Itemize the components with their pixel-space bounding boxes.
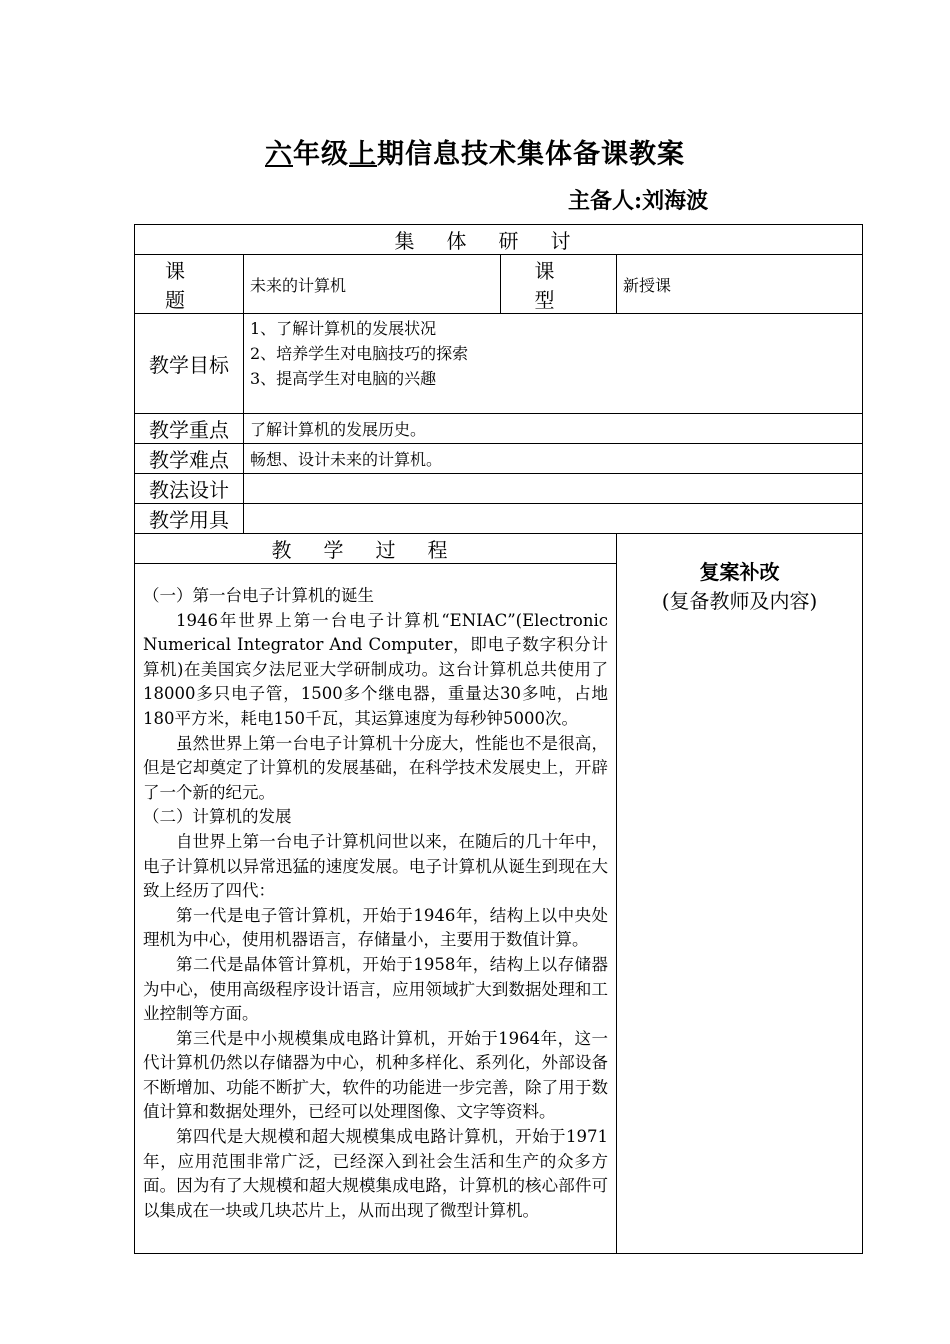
topic-label: 课 题 bbox=[135, 255, 244, 314]
goal-item: 2、培养学生对电脑技巧的探索 bbox=[250, 344, 469, 363]
key-point-value: 了解计算机的发展历史。 bbox=[244, 414, 863, 444]
process-heading-2: （二）计算机的发展 bbox=[143, 807, 292, 827]
process-content bbox=[135, 564, 617, 1254]
method-label: 教法设计 bbox=[135, 474, 244, 504]
title-grade: 六 bbox=[265, 139, 293, 170]
process-paragraph: 自世界上第一台电子计算机问世以来，在随后的几十年中，电子计算机以异常迅猛的速度发展。电子计算机从诞生到现在大致上经历了四代： bbox=[143, 831, 608, 901]
title-term: 上 bbox=[349, 139, 377, 170]
goals-cell bbox=[244, 314, 863, 414]
topic-value: 未来的计算机 bbox=[244, 255, 501, 314]
difficulty-label: 教学难点 bbox=[135, 444, 244, 474]
revision-subtitle: (复备教师及内容) bbox=[661, 589, 818, 613]
revision-title: 复案补改 bbox=[699, 560, 780, 584]
goals-label: 教学目标 bbox=[135, 314, 244, 414]
process-heading-1: （一）第一台电子计算机的诞生 bbox=[143, 586, 374, 605]
section-header-research: 集体研讨 bbox=[135, 225, 863, 255]
goal-item: 3、提高学生对电脑的兴趣 bbox=[250, 369, 437, 388]
method-value bbox=[244, 474, 863, 504]
type-label: 课 型 bbox=[501, 255, 617, 314]
document-title bbox=[0, 132, 950, 171]
title-part2: 期信息技术集体备课教案 bbox=[377, 139, 685, 170]
process-paragraph: 1946年世界上第一台电子计算机“ENIAC”(Electronic Numerical Integrator And Computer，即电子数字积分计算机)在美国宾夕法尼亚大学研制成功。这台计算机总共使用了18000多只电子管，1500多个继电器，重量达30多吨，占地180平方米，耗电150千瓦，其运算速度为每秒钟5000次。 bbox=[143, 610, 608, 728]
key-point-label: 教学重点 bbox=[135, 414, 244, 444]
lesson-plan-table bbox=[134, 224, 863, 1254]
process-paragraph: 第四代是大规模和超大规模集成电路计算机，开始于1971年，应用范围非常广泛，已经深入到社会生活和生产的众多方面。因为有了大规模和超大规模集成电路，计算机的核心部件可以集成在一块或几块芯片上，从而出现了微型计算机。 bbox=[143, 1127, 608, 1220]
type-value: 新授课 bbox=[617, 255, 863, 314]
tools-label: 教学用具 bbox=[135, 504, 244, 534]
process-header: 教学过程 bbox=[135, 534, 617, 564]
author-line: 主备人:刘海波 bbox=[568, 188, 709, 214]
process-paragraph: 第一代是电子管计算机，开始于1946年，结构上以中央处理机为中心，使用机器语言，存储量小，主要用于数值计算。 bbox=[143, 905, 608, 950]
process-paragraph: 第二代是晶体管计算机，开始于1958年，结构上以存储器为中心，使用高级程序设计语言，应用领域扩大到数据处理和工业控制等方面。 bbox=[143, 954, 608, 1024]
goal-item: 1、了解计算机的发展状况 bbox=[250, 319, 437, 338]
process-paragraph: 虽然世界上第一台电子计算机十分庞大，性能也不是很高，但是它却奠定了计算机的发展基础，在科学技术发展史上，开辟了一个新的纪元。 bbox=[143, 733, 608, 802]
tools-value bbox=[244, 504, 863, 534]
revision-column bbox=[617, 534, 863, 1254]
process-paragraph: 第三代是中小规模集成电路计算机，开始于1964年，这一代计算机仍然以存储器为中心，机种多样化、系列化，外部设备不断增加、功能不断扩大，软件的功能进一步完善，除了用于数值计算和数据处理外，已经可以处理图像、文字等资料。 bbox=[143, 1028, 608, 1122]
title-part1: 年级 bbox=[293, 139, 349, 170]
difficulty-value: 畅想、设计未来的计算机。 bbox=[244, 444, 863, 474]
